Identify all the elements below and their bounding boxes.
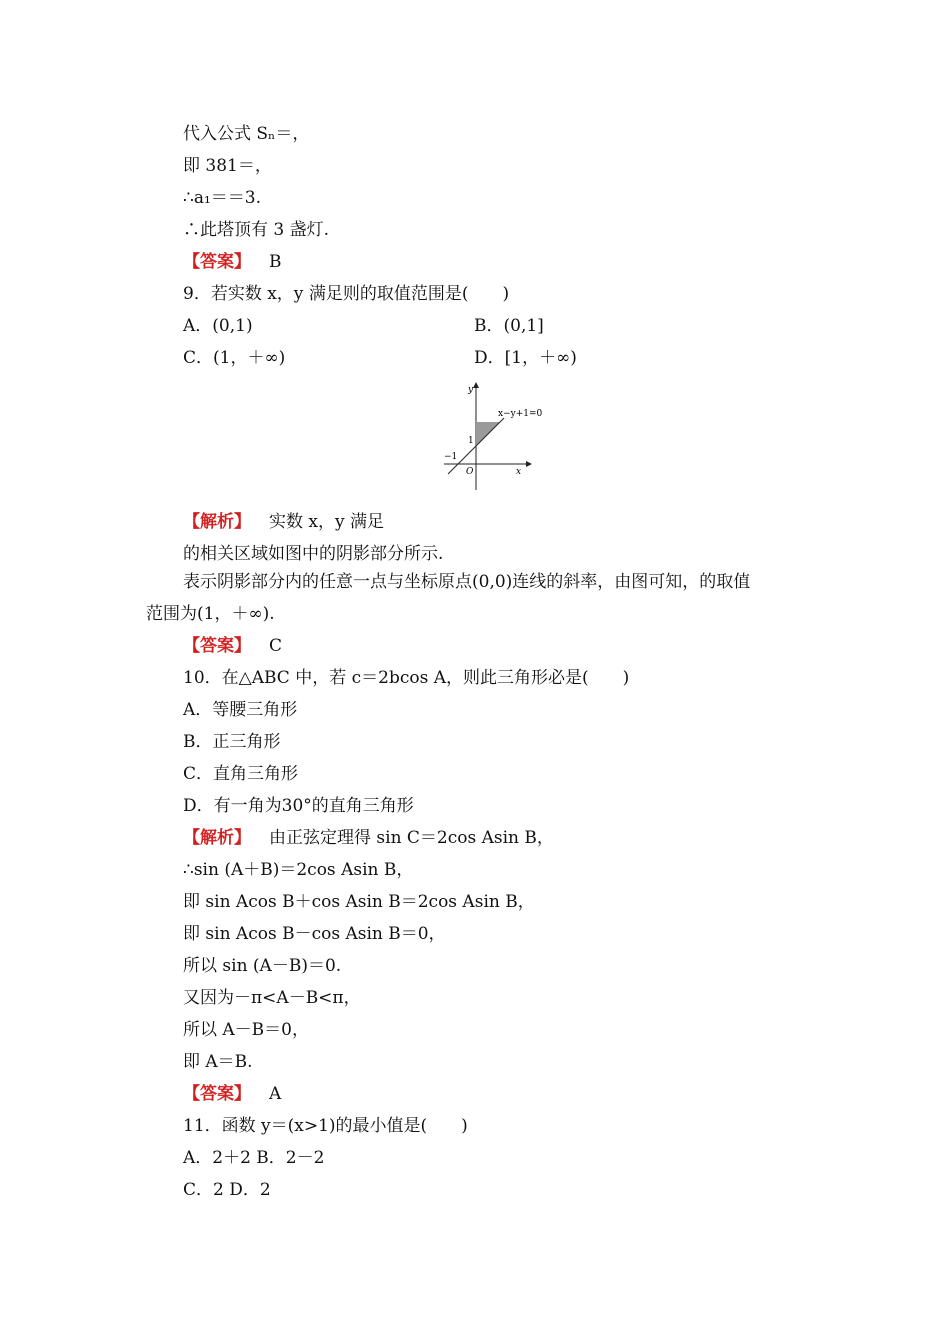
text-line: 即 sin Acos B＋cos Asin B＝2cos Asin B， [183,892,535,912]
text-line: 表示阴影部分内的任意一点与坐标原点(0,0)连线的斜率，由图可知，的取值 [183,572,751,592]
answer-tag: 【答案】 [183,636,251,656]
options-ab: A．2＋2 B．2－2 [183,1148,325,1168]
origin-label: O [466,467,474,477]
analysis-text: 实数 x，y 满足 [269,512,384,532]
answer-value: A [269,1084,282,1104]
region-graph [440,380,550,495]
text-line: 即 sin Acos B－cos Asin B＝0， [183,924,446,944]
text-line: 即 381＝， [183,156,272,176]
question-10: 10．在△ABC 中，若 c＝2bcos A，则此三角形必是( ) [183,668,630,688]
answer-value: C [269,636,283,656]
analysis-line [183,824,554,852]
text-line: 范围为(1，＋∞). [146,604,275,624]
answer-tag: 【答案】 [183,252,251,272]
options-cd: C．2 D．2 [183,1180,271,1200]
question-11: 11．函数 y＝(x>1)的最小值是( ) [183,1116,468,1136]
answer-line [183,632,282,660]
y-tick-label: 1 [468,436,474,446]
text-line: ∴a₁＝＝3. [183,188,261,208]
text-line: 所以 A－B＝0， [183,1020,309,1040]
y-axis-label: y [468,385,474,395]
option-d: D．[1，＋∞) [474,348,577,368]
x-tick-label: −1 [444,452,458,462]
option-c: C．直角三角形 [183,764,299,784]
x-axis-arrow [526,461,532,467]
line-equation-label: x−y+1=0 [498,409,543,419]
question-9: 9．若实数 x，y 满足则的取值范围是( ) [183,284,510,304]
text-line: 即 A＝B. [183,1052,253,1072]
option-a: A．等腰三角形 [183,700,298,720]
x-axis-label: x [516,467,522,477]
analysis-tag: 【解析】 [183,828,251,848]
text-line: ∴此塔顶有 3 盏灯. [183,220,330,240]
answer-tag: 【答案】 [183,1084,251,1104]
analysis-text: 由正弦定理得 sin C＝2cos Asin B， [269,828,554,848]
text-line: 的相关区域如图中的阴影部分所示. [183,544,444,564]
answer-line [183,1080,281,1108]
option-b: B．正三角形 [183,732,281,752]
text-line: 所以 sin (A－B)＝0. [183,956,342,976]
y-axis-arrow [473,382,479,388]
answer-value: B [269,252,282,272]
option-c: C．(1，＋∞) [183,348,286,368]
text-line: ∴sin (A＋B)＝2cos Asin B， [183,860,414,880]
answer-line [183,248,282,276]
option-a: A．(0,1) [183,316,253,336]
option-d: D．有一角为30°的直角三角形 [183,796,414,816]
option-b: B．(0,1] [474,316,544,336]
text-line: 又因为－π<A－B<π， [183,988,361,1008]
analysis-line [183,508,384,536]
text-line: 代入公式 Sₙ＝， [183,124,310,144]
analysis-tag: 【解析】 [183,512,251,532]
